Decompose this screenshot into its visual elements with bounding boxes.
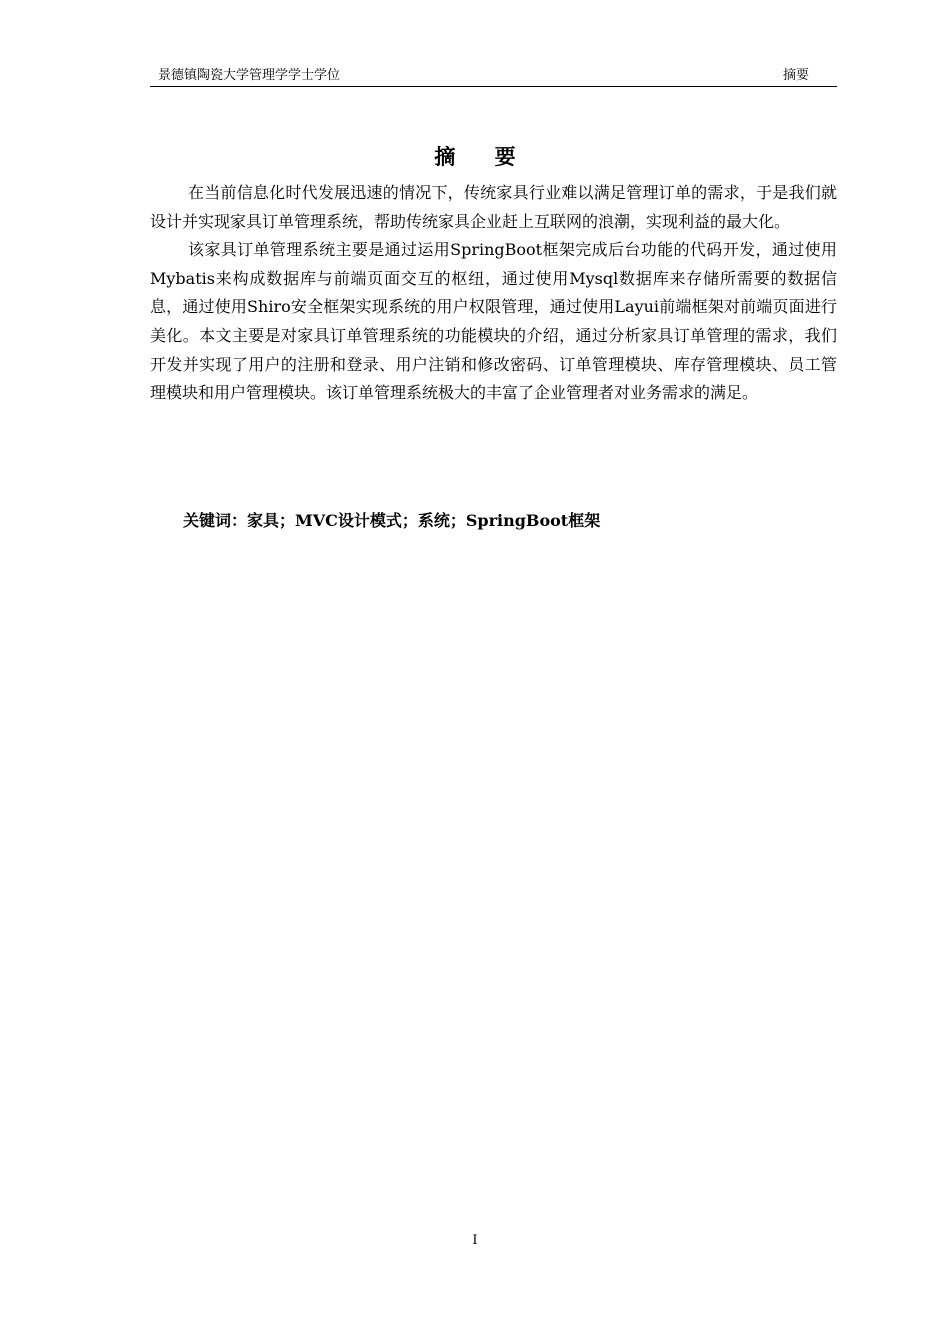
page-number: I: [472, 1233, 478, 1248]
keywords-line: 关键词：家具；MVC设计模式；系统；SpringBoot框架: [183, 511, 601, 530]
page-header: [150, 66, 837, 87]
header-section: 摘要: [782, 68, 809, 83]
abstract-body: [150, 179, 837, 408]
page-title: 摘 要: [434, 144, 532, 169]
header-university: 景德镇陶瓷大学管理学学士学位: [158, 68, 341, 83]
abstract-paragraph-2: 该家具订单管理系统主要是通过运用SpringBoot框架完成后台功能的代码开发，通过使用Mybatis来构成数据库与前端页面交互的枢纽，通过使用Mysql数据库来存储所需要的数据信息，通过使用Shiro安全框架实现系统的用户权限管理，通过使用Layui前端框架对前端页面进行美化。本文主要是对家具订单管理系统的功能模块的介绍，通过分析家具订单管理的需求，我们开发并实现了用户的注册和登录、用户注销和修改密码、订单管理模块、库存管理模块、员工管理模块和用户管理模块。该订单管理系统极大的丰富了企业管理者对业务需求的满足。: [150, 240, 837, 403]
abstract-paragraph-1: 在当前信息化时代发展迅速的情况下，传统家具行业难以满足管理订单的需求，于是我们就设计并实现家具订单管理系统，帮助传统家具企业赶上互联网的浪潮，实现利益的最大化。: [150, 183, 837, 231]
